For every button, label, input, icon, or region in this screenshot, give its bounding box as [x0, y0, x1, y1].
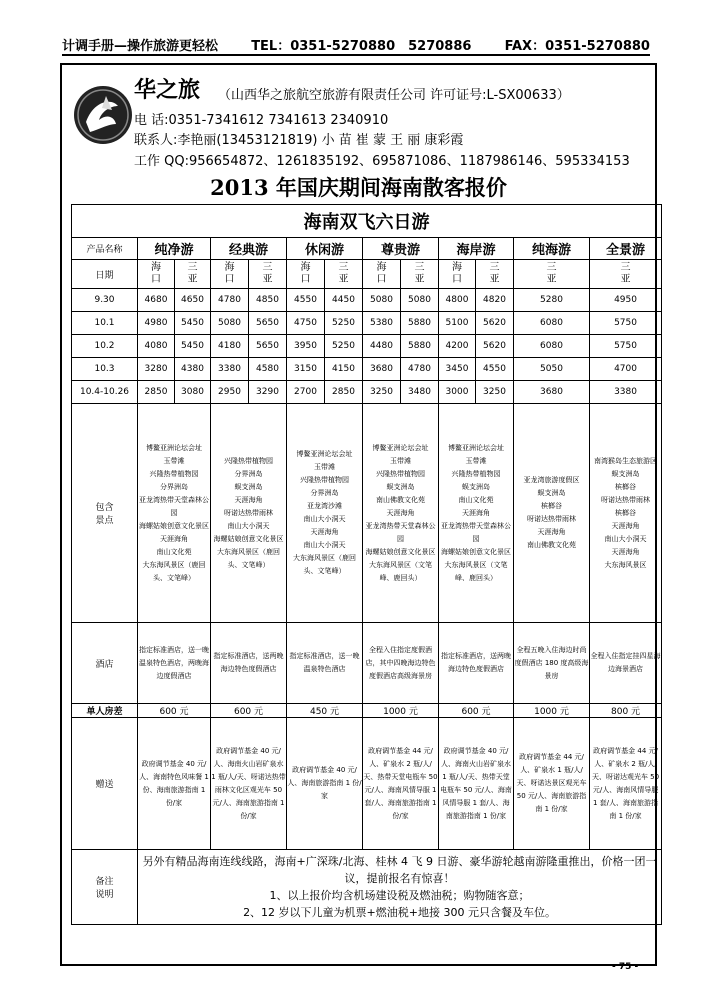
top-tel: TEL：0351-5270880 5270886 [251, 39, 472, 54]
single-room-label: 单人房差 [72, 704, 138, 718]
gift-cell: 政府调节基金 40 元/人、海南火山岩矿泉水 1 瓶/人/天、热带天堂电瓶车 50 元/人、海南风情导服 1 套/人、海南旅游指南 1 份/家 [439, 718, 514, 850]
agency-company: （山西华之旅航空旅游有限责任公司 许可证号:L-SX00633） [218, 88, 570, 103]
product-name: 海岸游 [439, 238, 514, 260]
price-cell: 5080 [401, 289, 439, 312]
date-label: 日期 [72, 260, 138, 289]
price-cell: 5050 [514, 358, 590, 381]
price-date: 10.1 [72, 312, 138, 335]
single-room-row [72, 704, 662, 718]
gift-cell: 政府调节基金 40 元/人、海南火山岩矿泉水 1 瓶/人/天、呀诺达热带雨林文化区观光车 50 元/人、海南旅游指南 1 份/家 [211, 718, 287, 850]
price-cell: 4150 [325, 358, 363, 381]
price-cell: 4680 [138, 289, 175, 312]
price-cell: 5080 [363, 289, 401, 312]
gift-label: 赠送 [72, 718, 138, 850]
note-text: 另外有精品海南连线线路，海南+广深珠/北海、桂林 4 飞 9 日游、豪华游轮越南游隆重推出，价格一团一议，提前报名有惊喜！ 1、以上报价均含机场建设税及燃油税；购物随客意； 2、12 岁以下儿童为机票+燃油税+地接 300 元只含餐及车位。 [138, 850, 662, 925]
attractions-cell: 博鳌亚洲论坛会址 玉带滩 兴隆热带植物园 分界洲岛 亚龙湾沙滩 南山大小洞天 天涯海角 南山大小洞天 大东海风景区（鹿回头、文笔峰） [287, 404, 363, 623]
single-room-cell: 1000 元 [363, 704, 439, 718]
hotel-cell: 指定标准酒店，送一晚温泉特色酒店 [287, 623, 363, 704]
city-haikou: 海 口 [439, 260, 476, 289]
price-cell: 2950 [211, 381, 249, 404]
city-haikou: 海 口 [211, 260, 249, 289]
city-sanya: 三 亚 [590, 260, 662, 289]
price-row [72, 289, 662, 312]
hotel-cell: 指定标准酒店，送两晚海边特色度假酒店 [211, 623, 287, 704]
price-cell: 4450 [325, 289, 363, 312]
price-row [72, 381, 662, 404]
city-haikou: 海 口 [363, 260, 401, 289]
city-sanya: 三 亚 [249, 260, 287, 289]
price-cell: 4180 [211, 335, 249, 358]
price-cell: 2850 [325, 381, 363, 404]
gift-cell: 政府调节基金 44 元/人、矿泉水 2 瓶/人/天、呀诺达观光车 50 元/人、海南风情导服 1 套/人、海南旅游指南 1 份/家 [590, 718, 662, 850]
note-label: 备注 说明 [72, 850, 138, 925]
price-cell: 4380 [175, 358, 211, 381]
price-cell: 4200 [439, 335, 476, 358]
gift-cell: 政府调节基金 44 元/人、矿泉水 1 瓶/人/天、呀诺达景区观光车 50 元/人、海南旅游指南 1 份/家 [514, 718, 590, 850]
price-cell: 4780 [211, 289, 249, 312]
agency-brand: 华之旅 [134, 78, 201, 103]
hotel-cell: 指定标准酒店，送一晚温泉特色酒店，两晚海边度假酒店 [138, 623, 211, 704]
attractions-row [72, 404, 662, 623]
note-row [72, 850, 662, 925]
price-cell: 5080 [211, 312, 249, 335]
city-haikou: 海 口 [138, 260, 175, 289]
single-room-cell: 600 元 [211, 704, 287, 718]
price-cell: 5450 [175, 335, 211, 358]
handbook-slogan: 计调手册—操作旅游更轻松 [62, 39, 219, 54]
price-cell: 3250 [363, 381, 401, 404]
attractions-label: 包含 景点 [72, 404, 138, 623]
price-date: 10.2 [72, 335, 138, 358]
price-cell: 5650 [249, 312, 287, 335]
page-title: 2013 年国庆期间海南散客报价 [210, 175, 507, 200]
price-cell: 4480 [363, 335, 401, 358]
product-name: 纯净游 [138, 238, 211, 260]
price-cell: 5750 [590, 312, 662, 335]
top-fax: FAX：0351-5270880 [504, 39, 650, 54]
city-haikou: 海 口 [287, 260, 325, 289]
price-cell: 3950 [287, 335, 325, 358]
price-cell: 6080 [514, 335, 590, 358]
gift-cell: 政府调节基金 40 元/人、海南旅游指南 1 份/家 [287, 718, 363, 850]
single-room-cell: 600 元 [138, 704, 211, 718]
product-name: 尊贵游 [363, 238, 439, 260]
price-cell: 3280 [138, 358, 175, 381]
attractions-cell: 博鳌亚洲论坛会址 玉带滩 兴隆热带植物园 蜈支洲岛 南山佛教文化苑 天涯海角 亚龙湾热带天堂森林公园 海螺姑娘创意文化景区 大东海风景区（文笔峰、鹿回头） [363, 404, 439, 623]
price-cell: 6080 [514, 312, 590, 335]
price-cell: 4550 [287, 289, 325, 312]
price-cell: 5620 [476, 335, 514, 358]
page-number: - 75 - [612, 962, 639, 972]
price-cell: 4820 [476, 289, 514, 312]
price-cell: 5750 [590, 335, 662, 358]
city-sanya: 三 亚 [175, 260, 211, 289]
price-cell: 3000 [439, 381, 476, 404]
price-date: 10.3 [72, 358, 138, 381]
gift-cell: 政府调节基金 40 元/人、海南特色风味餐 1 份、海南旅游指南 1 份/家 [138, 718, 211, 850]
price-cell: 4750 [287, 312, 325, 335]
agency-logo-icon [72, 84, 134, 146]
price-cell: 2850 [138, 381, 175, 404]
price-cell: 3290 [249, 381, 287, 404]
hotel-cell: 全程入住指定度假酒店，其中四晚海边特色度假酒店高级海景房 [363, 623, 439, 704]
attractions-cell: 博鳌亚洲论坛会址 玉带滩 兴隆热带植物园 蜈支洲岛 南山文化苑 天涯海角 亚龙湾热带天堂森林公园 海螺姑娘创意文化景区 大东海风景区（文笔峰、鹿回头） [439, 404, 514, 623]
price-cell: 5450 [175, 312, 211, 335]
attractions-cell: 南湾猴岛生态旅游区 蜈支洲岛 槟榔谷 呀诺达热带雨林 槟榔谷 天涯海角 南山大小洞天 天涯海角 大东海风景区 [590, 404, 662, 623]
single-room-cell: 600 元 [439, 704, 514, 718]
price-cell: 4550 [476, 358, 514, 381]
top-contact-bar [62, 34, 650, 56]
price-cell: 5100 [439, 312, 476, 335]
price-cell: 3450 [439, 358, 476, 381]
price-cell: 3150 [287, 358, 325, 381]
price-cell: 4980 [138, 312, 175, 335]
price-row [72, 358, 662, 381]
price-row [72, 335, 662, 358]
price-cell: 5880 [401, 312, 439, 335]
hotel-cell: 指定标准酒店，送两晚海边特色度假酒店 [439, 623, 514, 704]
price-cell: 4580 [249, 358, 287, 381]
price-cell: 3250 [476, 381, 514, 404]
price-cell: 3380 [211, 358, 249, 381]
hotel-label: 酒店 [72, 623, 138, 704]
price-cell: 5650 [249, 335, 287, 358]
product-name: 全景游 [590, 238, 662, 260]
city-sanya: 三 亚 [476, 260, 514, 289]
price-cell: 5250 [325, 312, 363, 335]
gift-cell: 政府调节基金 44 元/人、矿泉水 2 瓶/人/天、热带天堂电瓶车 50 元/人、海南风情导服 1 套/人、海南旅游指南 1 份/家 [363, 718, 439, 850]
price-table [71, 204, 662, 925]
city-sanya: 三 亚 [514, 260, 590, 289]
price-cell: 4080 [138, 335, 175, 358]
agency-phone: 电 话:0351-7341612 7341613 2340910 [134, 113, 389, 128]
product-label: 产品名称 [72, 238, 138, 260]
single-room-cell: 800 元 [590, 704, 662, 718]
single-room-cell: 450 元 [287, 704, 363, 718]
price-cell: 4950 [590, 289, 662, 312]
gift-row [72, 718, 662, 850]
price-row [72, 312, 662, 335]
price-cell: 4780 [401, 358, 439, 381]
price-cell: 5280 [514, 289, 590, 312]
price-cell: 3680 [514, 381, 590, 404]
price-cell: 5880 [401, 335, 439, 358]
attractions-cell: 博鳌亚洲论坛会址 玉带滩 兴隆热带植物园 分界洲岛 亚龙湾热带天堂森林公园 海螺姑娘创意文化景区 天涯海角 南山文化苑 大东海风景区（鹿回头、文笔峰） [138, 404, 211, 623]
price-cell: 5250 [325, 335, 363, 358]
product-name: 纯海游 [514, 238, 590, 260]
hotel-cell: 全程五晚入住海边时尚度假酒店 180 度高级海景房 [514, 623, 590, 704]
price-date: 10.4-10.26 [72, 381, 138, 404]
price-cell: 3080 [175, 381, 211, 404]
price-cell: 2700 [287, 381, 325, 404]
product-name: 经典游 [211, 238, 287, 260]
price-cell: 4700 [590, 358, 662, 381]
product-name: 休闲游 [287, 238, 363, 260]
hotel-row [72, 623, 662, 704]
attractions-cell: 兴隆热带植物园 分界洲岛 蜈支洲岛 天涯海角 呀诺达热带雨林 南山大小洞天 海螺姑娘创意文化景区 大东海风景区（鹿回头、文笔峰） [211, 404, 287, 623]
tour-subtitle: 海南双飞六日游 [72, 205, 662, 238]
price-date: 9.30 [72, 289, 138, 312]
price-cell: 3480 [401, 381, 439, 404]
price-cell: 5620 [476, 312, 514, 335]
attractions-cell: 亚龙湾旅游度假区 蜈支洲岛 槟榔谷 呀诺达热带雨林 天涯海角 南山佛教文化苑 [514, 404, 590, 623]
agency-contacts: 联系人:李艳丽(13453121819) 小 苗 崔 蒙 王 丽 康彩霞 [134, 133, 464, 148]
price-cell: 4650 [175, 289, 211, 312]
city-sanya: 三 亚 [401, 260, 439, 289]
price-cell: 4800 [439, 289, 476, 312]
price-cell: 4850 [249, 289, 287, 312]
price-cell: 3680 [363, 358, 401, 381]
price-cell: 3380 [590, 381, 662, 404]
agency-qq: 工作 QQ:956654872、1261835192、695871086、1187986146、595334153 [134, 154, 630, 169]
city-sanya: 三 亚 [325, 260, 363, 289]
hotel-cell: 全程入住指定挂四星海边海景酒店 [590, 623, 662, 704]
single-room-cell: 1000 元 [514, 704, 590, 718]
price-cell: 5380 [363, 312, 401, 335]
